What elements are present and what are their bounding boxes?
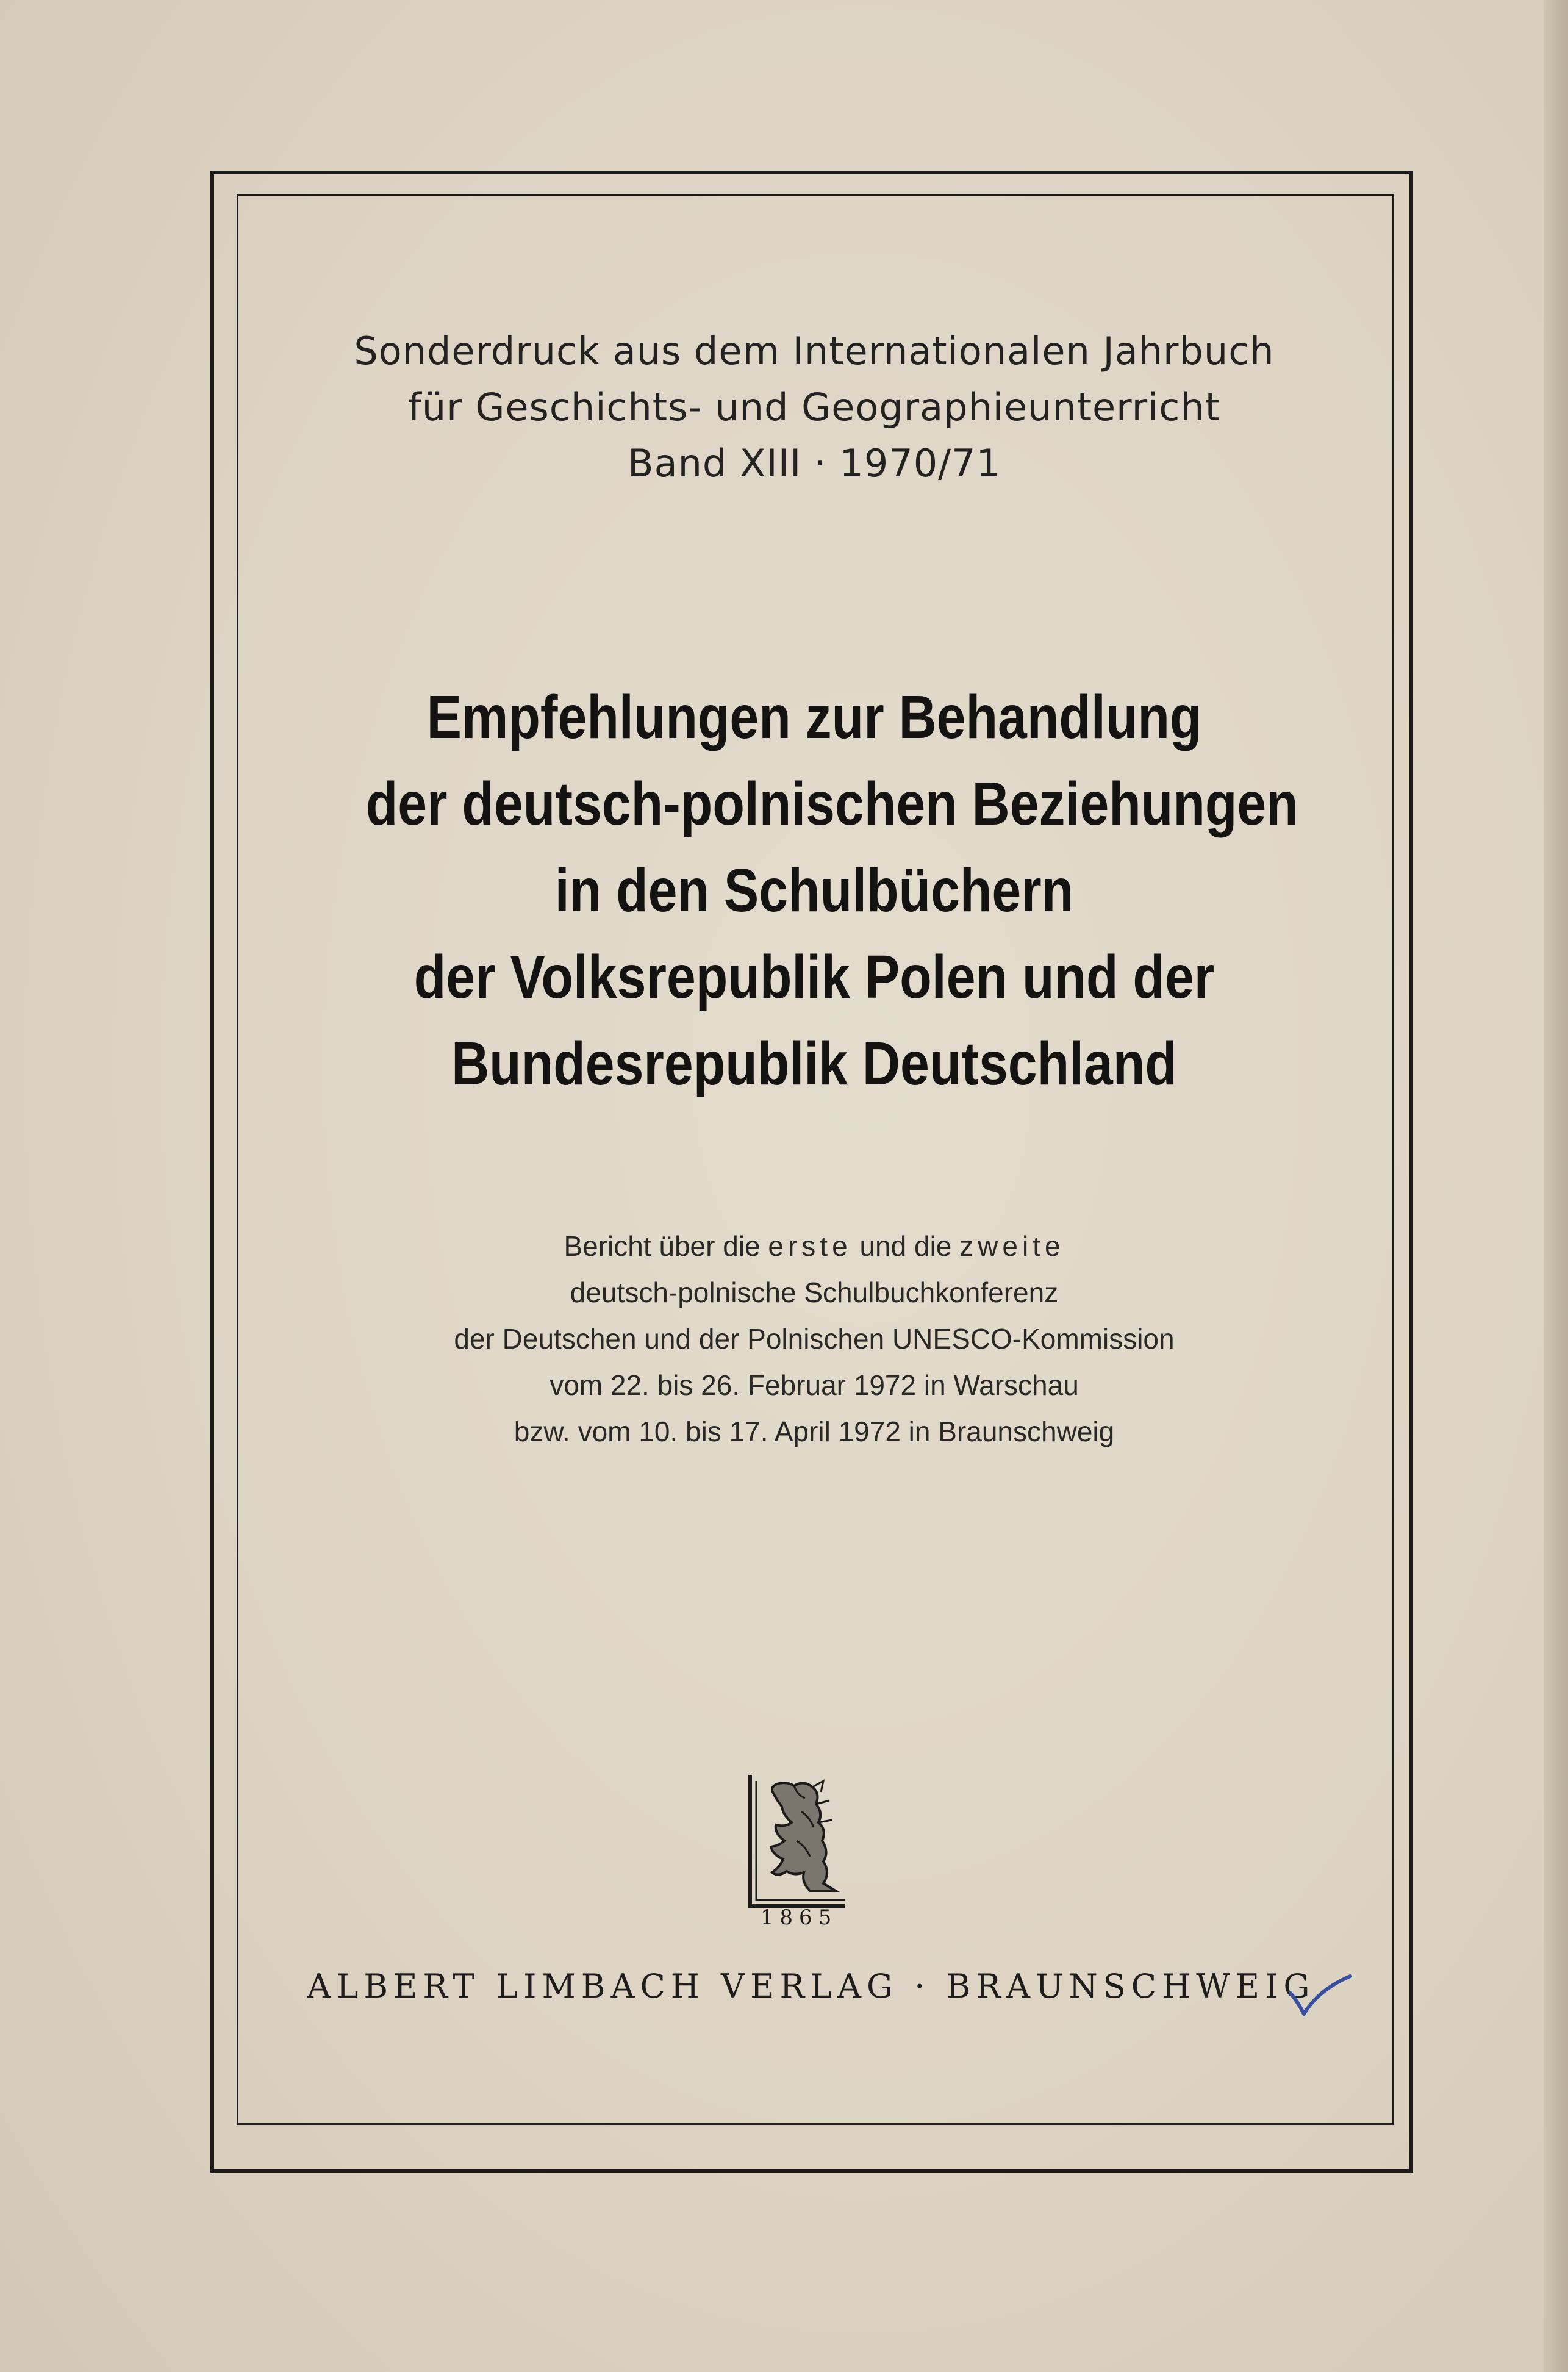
title-line-3: in den Schulbüchern xyxy=(554,856,1074,925)
report-subtitle xyxy=(293,1223,1336,1455)
series-line-1: Sonderdruck aus dem Internationalen Jahrbuch xyxy=(354,329,1275,373)
title-line-1: Empfehlungen zur Behandlung xyxy=(426,683,1202,751)
title-line-4: der Volksrepublik Polen und der xyxy=(413,943,1215,1011)
publisher-imprint: ALBERT LIMBACH VERLAG · BRAUNSCHWEIG xyxy=(307,1967,1316,2005)
series-line-3: Band XIII · 1970/71 xyxy=(628,441,1001,486)
report-line-2: deutsch-polnische Schulbuchkonferenz xyxy=(570,1277,1059,1308)
report-line-1-c: und die xyxy=(851,1230,960,1262)
handwritten-checkmark-icon xyxy=(1287,1971,1354,2020)
main-title xyxy=(365,674,1298,1107)
title-line-5: Bundesrepublik Deutschland xyxy=(451,1030,1177,1098)
report-line-5: bzw. vom 10. bis 17. April 1972 in Braunschweig xyxy=(514,1416,1115,1447)
series-note xyxy=(305,323,1323,492)
report-line-3: der Deutschen und der Polnischen UNESCO-Kommission xyxy=(454,1323,1175,1355)
report-line-1 xyxy=(293,1223,1336,1269)
report-word-erste: erste xyxy=(768,1230,852,1262)
lion-emblem-icon xyxy=(738,1769,860,1927)
report-word-zweite: zweite xyxy=(959,1230,1065,1262)
report-line-1-a: Bericht über die xyxy=(564,1230,768,1262)
series-line-2: für Geschichts- und Geographieunterricht xyxy=(408,385,1220,429)
report-line-4: vom 22. bis 26. Februar 1972 in Warschau xyxy=(550,1369,1079,1401)
page-edge xyxy=(1544,0,1568,2372)
title-line-2: der deutsch-polnischen Beziehungen xyxy=(365,770,1298,838)
logo-year: 1865 xyxy=(760,1905,838,1927)
